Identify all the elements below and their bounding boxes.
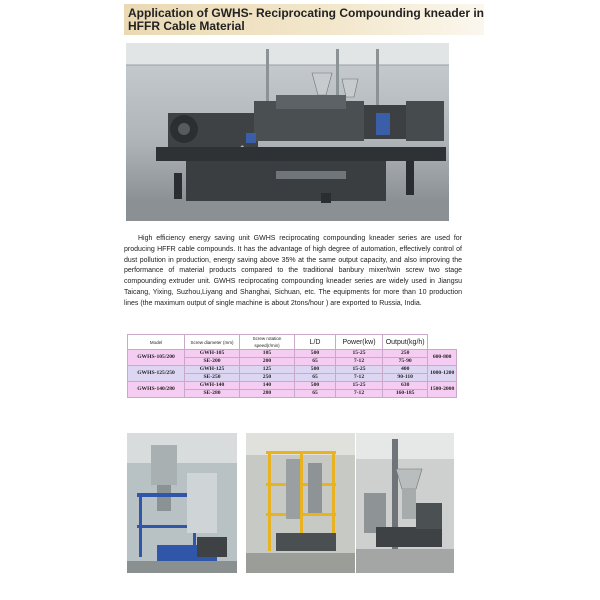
diameter-cell: 250 [240,374,295,382]
model-cell: GWHS-125/250 [128,366,185,382]
speed-cell: 500 [295,366,336,374]
table-row [128,366,457,374]
submodel-cell: GWH-140 [185,382,240,390]
ld-cell: 7-12 [336,374,383,382]
installation-photo-right [356,433,454,573]
installation-photo-center [246,433,355,573]
diameter-cell: 280 [240,390,295,398]
submodel-cell: SE-280 [185,390,240,398]
power-cell: 160-185 [383,390,428,398]
header-output: Output(kg/h) [383,335,428,350]
ld-cell: 15-25 [336,366,383,374]
header-rotation-speed: Screw rotation speed(r/min) [240,335,295,350]
table-row [128,350,457,358]
table-header-row [128,335,457,350]
diameter-cell: 105 [240,350,295,358]
kneader-production-line-photo [126,43,449,221]
model-cell: GWHS-105/200 [128,350,185,366]
speed-cell: 500 [295,382,336,390]
header-screw-diameter: Screw diameter (mm) [185,335,240,350]
diameter-cell: 125 [240,366,295,374]
diameter-cell: 140 [240,382,295,390]
output-cell: 600-800 [428,350,457,366]
ld-cell: 15-25 [336,350,383,358]
description-paragraph: High efficiency energy saving unit GWHS reciprocating compounding kneader series are used for producing HFFR cable compounds. It has the advantage of high degree of automation, effectively control of dust pollution in production, energy saving above 35% at the same output capacity, and also improving the performance of material products compared to the traditional banbury mixer/twin screw two stage compounding extruder unit. GWHS reciprocating compounding kneader series are widely used in Jiangsu Taicang, Yixing, Suzhou,Liyang and Shanghai, Sichuan, etc. The equipments for more than 10 production lines (the maximum output of single machine is about 2tons/hour ) are exported to Russia, India. [124,235,462,307]
submodel-cell: SE-250 [185,374,240,382]
table-row [128,382,457,390]
submodel-cell: GWH-125 [185,366,240,374]
speed-cell: 65 [295,374,336,382]
page-title-banner [124,4,484,35]
power-cell: 630 [383,382,428,390]
ld-cell: 7-12 [336,358,383,366]
output-cell: 1500-2000 [428,382,457,398]
power-cell: 90-110 [383,374,428,382]
diameter-cell: 200 [240,358,295,366]
model-cell: GWHS-140/280 [128,382,185,398]
power-cell: 400 [383,366,428,374]
ld-cell: 7-12 [336,390,383,398]
header-model: Model [128,335,185,350]
power-cell: 250 [383,350,428,358]
submodel-cell: GWH-105 [185,350,240,358]
installation-photo-left [127,433,237,573]
ld-cell: 15-25 [336,382,383,390]
power-cell: 75-90 [383,358,428,366]
header-power: Power(kw) [336,335,383,350]
speed-cell: 65 [295,390,336,398]
speed-cell: 65 [295,358,336,366]
submodel-cell: SE-200 [185,358,240,366]
output-cell: 1000-1200 [428,366,457,382]
page-title: Application of GWHS- Reciprocating Compounding kneader in HFFR Cable Material [128,6,485,33]
speed-cell: 500 [295,350,336,358]
spec-table [127,334,457,398]
header-ld: L/D [295,335,336,350]
